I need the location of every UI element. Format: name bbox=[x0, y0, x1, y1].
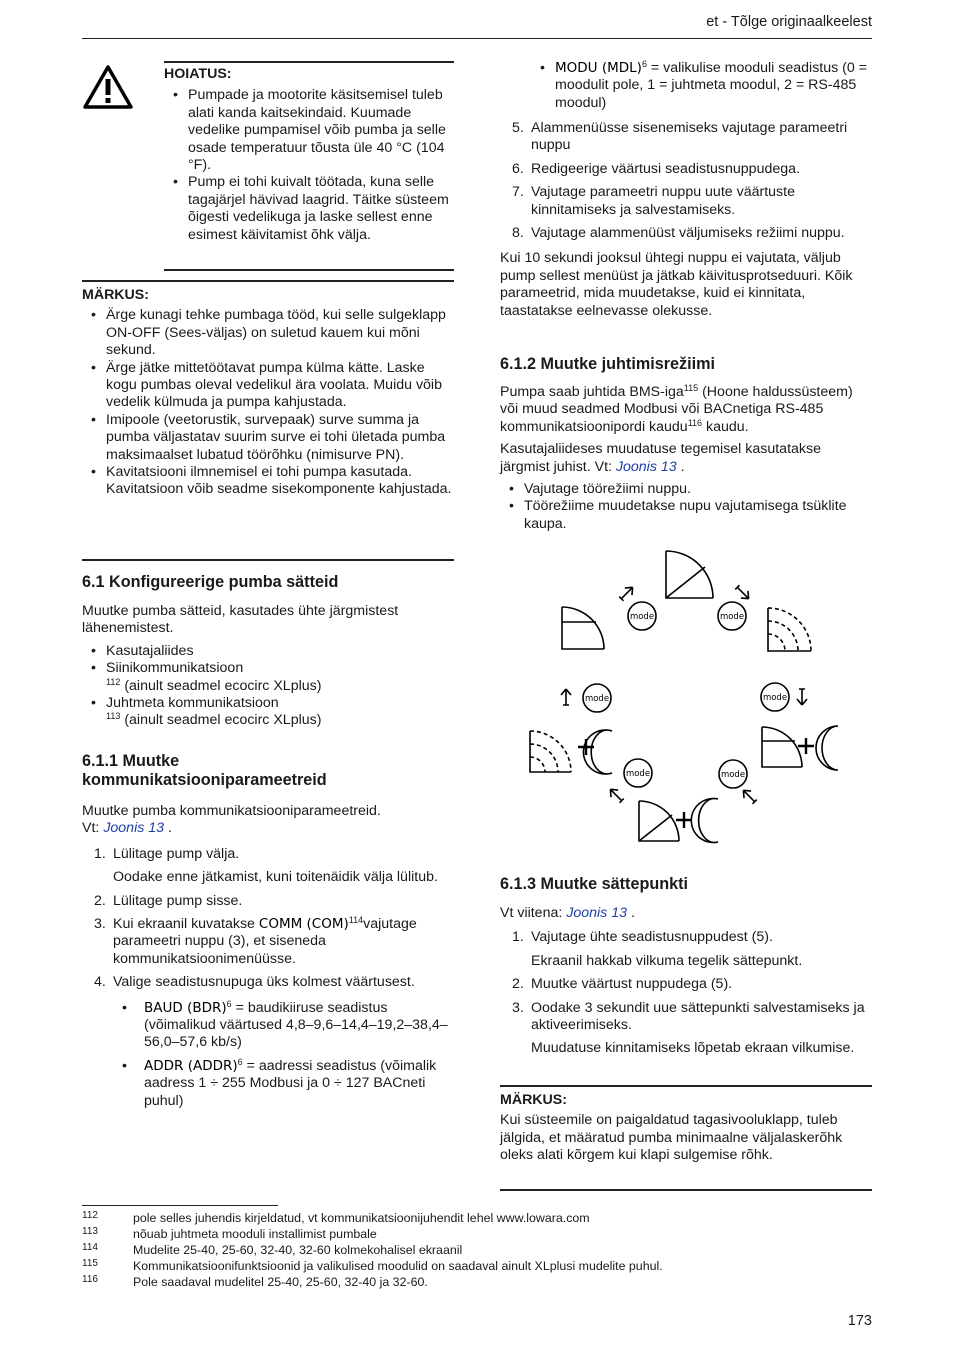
section-6-1-1-continued bbox=[531, 60, 872, 112]
display-code: ADDR (ADDR) bbox=[144, 1057, 238, 1074]
list-item: 2. Muutke väärtust nuppudega (5). bbox=[512, 976, 733, 993]
section-heading-6-1-2: 6.1.2 Muutke juhtimisrežiimi bbox=[500, 355, 715, 373]
paragraph: Kui süsteemile on paigaldatud tagasivooluklapp, tuleb jälgida, et määratud pumba minimaalne väljalaskerõhk oleks alati kõrgem kui klapi sulgemise rõhk. bbox=[500, 1112, 843, 1164]
note-top-rule bbox=[500, 1085, 872, 1087]
proportional-pressure-night-mode-icon bbox=[639, 799, 718, 843]
note-top-rule bbox=[82, 280, 454, 282]
list-item: • Pumpade ja mootorite käsitsemisel tuleb alati kanda kaitsekindaid. Kuumade vedelike pumpamisel võib pumba ja selle osade temperatuur tõusta üle 40 °C (104 °F). bbox=[164, 87, 454, 174]
list-item: • Ärge jätke mittetöötavat pumpa külma kätte. Laske kogu pumbas oleval vedelikul ära voolata. Muidu võib vedelik külmuda ja pumpa kahjustada. bbox=[82, 360, 454, 412]
note-bottom-rule bbox=[500, 1189, 872, 1191]
section-6-1-1-body bbox=[82, 803, 454, 1116]
arrow-up-left-icon bbox=[607, 786, 625, 804]
arrow-down-icon bbox=[797, 689, 807, 705]
mode-button[interactable] bbox=[583, 684, 611, 712]
paragraph: Kasutajaliideses muudatuse tegemisel kasutatakse järgmist juhist. Vt: Joonis 13 . bbox=[500, 441, 821, 475]
approach-list bbox=[82, 643, 454, 730]
list-item: • MODU (MDL)$^6$ = valikulise mooduli seadistus (0 = moodulit pole, 1 = juhtmeta moodul, 2 = RS-485 moodul) bbox=[531, 60, 872, 112]
note-bottom-rule bbox=[82, 559, 454, 561]
figure-link[interactable]: Joonis 13 bbox=[615, 458, 677, 475]
note-title: MÄRKUS: bbox=[82, 287, 149, 303]
steps-list bbox=[82, 846, 454, 1110]
list-item: 3. Oodake 3 sekundit uue sättepunkti salvestamiseks ja aktiveerimiseks. Muudatuse kinnitamiseks lõpetab ekraan vilkumise. bbox=[512, 999, 865, 1057]
list-item: 7. Vajutage parameetri nuppu uute väärtuste kinnitamiseks ja salvestamiseks. bbox=[512, 184, 795, 218]
svg-text:mode: mode bbox=[629, 612, 655, 622]
page-number: 173 bbox=[847, 1313, 872, 1329]
list-item: • Vajutage töörežiimi nuppu. bbox=[500, 481, 872, 498]
mode-button[interactable] bbox=[718, 602, 746, 630]
list-item: 5. Alammenüüsse sisenemiseks vajutage parameetri nuppu bbox=[512, 120, 848, 154]
mode-button[interactable] bbox=[761, 683, 789, 711]
footnote-separator bbox=[82, 1205, 278, 1206]
warning-bottom-rule bbox=[164, 269, 454, 271]
arrow-up-left-icon bbox=[740, 787, 758, 805]
display-code: MODU (MDL) bbox=[555, 60, 642, 76]
note-list bbox=[82, 307, 454, 498]
mode-button[interactable] bbox=[719, 760, 747, 788]
svg-text:mode: mode bbox=[719, 612, 745, 622]
list-item: 2. Lülitage pump sisse. bbox=[94, 892, 243, 909]
steps-list bbox=[500, 120, 872, 242]
fixed-speed-curves-icon bbox=[768, 608, 811, 651]
section-heading-6-1-1: 6.1.1 Muutke kommunikatsiooniparameetreid bbox=[82, 752, 327, 789]
steps-list bbox=[500, 929, 872, 1057]
list-item: • Pump ei tohi kuivalt töötada, kuna selle tagajärjel hävivad laagrid. Täitke süsteem õigesti vedelikuga ja laske sellest enne esimest käivitamist õhk välja. bbox=[164, 174, 454, 244]
list-item: • Siinikommunikatsioon $^{112}$ (ainult seadmel ecocirc XLplus) bbox=[82, 660, 454, 695]
running-header: et - Tõlge originaalkeelest bbox=[706, 14, 872, 30]
paragraph: Vt viitena: Joonis 13 . bbox=[500, 905, 635, 921]
list-item: • BAUD (BDR)$^6$ = baudikiiruse seadistus (võimalikud väärtused 4,8–9,6–14,4–19,2–38,4–56,0–57,6 kb/s) bbox=[113, 1000, 454, 1052]
list-item: 1. Lülitage pump välja. Oodake enne jätkamist, kuni toitenäidik välja lülitub. bbox=[94, 845, 438, 886]
paragraph: Kui 10 sekundi jooksul ühtegi nuppu ei vajutata, väljub pump sellest menüüst ja jätkab käivitusprotseduuri. Kõik parameetrid, mida muudetakse, kuid ei kinnitata, taastatakse eelnevasse olekusse. bbox=[500, 250, 853, 319]
list-item: 6. Redigeerige väärtusi seadistusnuppudega. bbox=[512, 160, 800, 177]
arrow-down-right-icon bbox=[734, 584, 752, 602]
svg-text:mode: mode bbox=[584, 694, 610, 704]
section-6-1-3-body bbox=[500, 905, 872, 1064]
paragraph: Pumpa saab juhtida BMS-iga$^{115}$ (Hoone haldussüsteem) või muud seadmed Modbusi või BACnetiga RS-485 kommunikatsioonipordi kaudu$^{116}$ kaudu. bbox=[500, 383, 853, 435]
figure-link[interactable]: Joonis 13 bbox=[566, 905, 627, 921]
list-item: • Juhtmeta kommunikatsioon $^{113}$ (ainult seadmel ecocirc XLplus) bbox=[82, 695, 454, 730]
svg-text:mode: mode bbox=[762, 693, 788, 703]
note-box bbox=[500, 1092, 872, 1165]
arrow-up-right-icon bbox=[618, 584, 636, 602]
list-item: • ADDR (ADDR)$^6$ = aadressi seadistus (võimalik aadress 1 ÷ 255 Modbusi ja 0 ÷ 127 BACneti puhul) bbox=[113, 1058, 454, 1110]
figure-link[interactable]: Joonis 13 bbox=[103, 820, 165, 837]
section-heading-6-1-3: 6.1.3 Muutke sättepunkti bbox=[500, 875, 688, 893]
constant-pressure-night-mode-icon bbox=[762, 726, 838, 770]
param-list bbox=[113, 1000, 454, 1110]
proportional-pressure-curve-icon bbox=[666, 551, 713, 598]
display-code: BAUD (BDR) bbox=[144, 999, 227, 1016]
steps-continued bbox=[500, 120, 872, 320]
section-6-1-body bbox=[82, 603, 454, 730]
arrow-up-icon bbox=[561, 689, 571, 705]
warning-title: HOIATUS: bbox=[164, 66, 232, 82]
section-heading-6-1: 6.1 Konfigureerige pumba sätteid bbox=[82, 573, 339, 591]
warning-icon bbox=[82, 64, 134, 110]
mode-cycle-diagram bbox=[500, 545, 872, 845]
warning-top-rule bbox=[164, 61, 454, 63]
paragraph: Muutke pumba sätteid, kasutades ühte järgmistest lähenemistest. bbox=[82, 603, 399, 637]
section-6-1-2-body bbox=[500, 384, 872, 533]
list-item: 4. Valige seadistusnupuga üks kolmest väärtusest. • BAUD (BDR)$^6$ = baudikiiruse seadistus (võimalikud väärtused 4,8–9,6–14,4–19,2–38,4–56,0–57,6 kb/s) • ADDR (ADDR)$^6$ = aadressi seadistus (võimalik aadress 1 ÷ 255 Modbusi ja 0 ÷ 127 BACneti puhul) bbox=[82, 974, 454, 1110]
list-item: 1. Vajutage ühte seadistusnuppudest (5). Ekraanil hakkab vilkuma tegelik sättepunkt. bbox=[512, 929, 803, 969]
list-item: • Ärge kunagi tehke pumbaga tööd, kui selle sulgeklapp ON-OFF (Sees-väljas) on suletud kauem kui mõni sekund. bbox=[82, 307, 454, 359]
svg-text:mode: mode bbox=[720, 770, 746, 780]
list-item: • Kasutajaliides bbox=[82, 643, 454, 660]
param-list bbox=[531, 60, 872, 112]
mode-button[interactable] bbox=[624, 759, 652, 787]
note-title: MÄRKUS: bbox=[500, 1092, 567, 1108]
fixed-speed-night-mode-icon bbox=[530, 730, 612, 774]
warning-box bbox=[164, 66, 454, 244]
list-item: • Töörežiime muudetakse nupu vajutamisega tsüklite kaupa. bbox=[500, 498, 872, 533]
list-item: 3. Kui ekraanil kuvatakse COMM (COM)$^{114}$vajutage parameetri nuppu (3), et siseneda kommunikatsioonimenüüsse. bbox=[94, 915, 417, 967]
note-box bbox=[82, 287, 454, 499]
list-item: 8. Vajutage alammenüüst väljumiseks režiimi nuppu. bbox=[512, 225, 845, 242]
mode-list bbox=[500, 481, 872, 533]
display-code: COMM (COM) bbox=[258, 916, 349, 933]
header-rule bbox=[82, 38, 872, 39]
mode-button[interactable] bbox=[628, 602, 656, 630]
constant-pressure-curve-icon bbox=[562, 607, 604, 649]
svg-text:mode: mode bbox=[625, 769, 651, 779]
list-item: • Imipoole (veetorustik, survepaak) surve summa ja pumba väljastatav suurim surve ei tohi ületada pumba maksimaalset lubatud töörõhku (nimisurve PN). bbox=[82, 412, 454, 464]
warning-list bbox=[164, 87, 454, 244]
list-item: • Kavitatsiooni ilmnemisel ei tohi pumpa kasutada. Kavitatsioon võib seadme sisekomponente kahjustada. bbox=[82, 464, 454, 499]
paragraph: Muutke pumba kommunikatsiooniparameetreid. Vt: Joonis 13 . bbox=[82, 803, 381, 837]
